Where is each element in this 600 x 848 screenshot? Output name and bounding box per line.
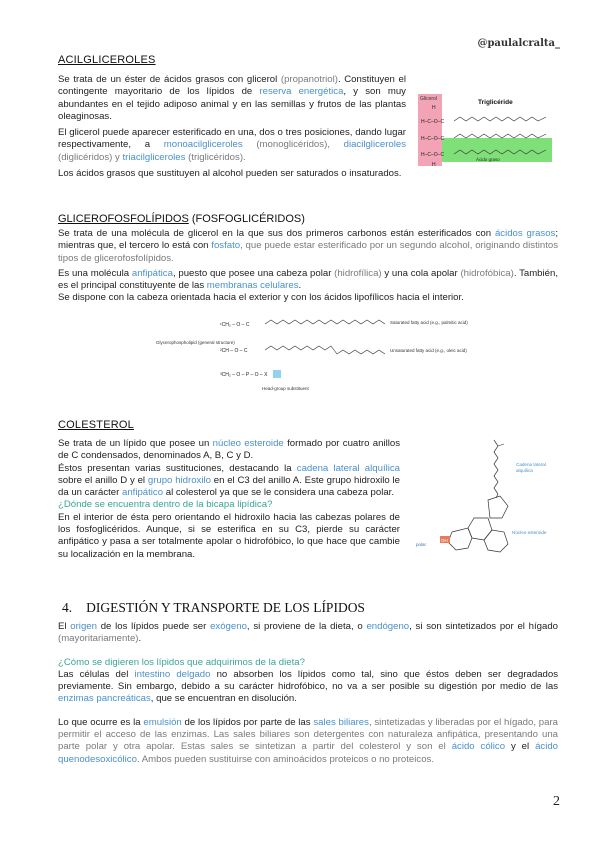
svg-text:H–C–O–C: H–C–O–C — [421, 152, 445, 158]
heading-acilgliceroles: ACILGLICEROLES — [58, 54, 156, 66]
acil-text — [58, 74, 406, 180]
colest-question: ¿Dónde se encuentra dentro de la bicapa lipídica? — [58, 499, 273, 511]
heading-colesterol: COLESTEROL — [58, 419, 134, 431]
general-structure-label: Glycerophospholipid (general structure) — [156, 340, 235, 345]
side-chain-label: Cadena lateral alquílica — [516, 462, 546, 473]
glicero-paragraph-3: Se dispone con la cabeza orientada hacia el exterior y con los ácidos lipofílicos hacia el interior. — [58, 292, 464, 304]
saturated-label: Saturated fatty acid (e.g., palmitic acid) — [390, 320, 468, 325]
digestion-question: ¿Cómo se digieren los lípidos que adquirimos de la dieta? — [58, 656, 305, 668]
fatty-acid-label: Ácido graso — [476, 157, 500, 162]
svg-text:H–C–O–C: H–C–O–C — [421, 119, 445, 125]
author-handle: @paulalcralta_ — [477, 38, 560, 49]
digestion-text — [58, 621, 558, 766]
polar-label: polar — [416, 542, 427, 547]
svg-text:¹CH₂ – O – C: ¹CH₂ – O – C — [220, 322, 250, 328]
glycerophospholipid-figure — [150, 314, 470, 398]
steroid-nucleus-label: Núcleo esteroide — [512, 530, 547, 535]
colest-paragraph-2: Éstos presentan varias sustituciones, destacando la cadena lateral alquílica sobre el anillo D y el grupo hidroxilo en el C3 del anillo A. Este grupo hidroxilo le da un carácter anfipático al colesterol ya que se le considera una cabeza polar. — [58, 462, 401, 499]
glicero-paragraph-2: Es una molécula anfipática, puesto que posee una cabeza polar (hidrofílica) y una cola apolar (hidrofóbica). También, es el principal constituyente de las membranas celulares. — [58, 267, 558, 292]
svg-text:³CH₂ – O – P – O – X: ³CH₂ – O – P – O – X — [220, 372, 268, 378]
page-number: 2 — [553, 794, 560, 809]
glycerol-label: Glicerol — [420, 96, 437, 102]
head-group-label: Head-group substituent — [262, 386, 309, 391]
digestion-paragraph-3: Lo que ocurre es la emulsión de los lípidos por parte de las sales biliares, sintetizadas y liberadas por el hígado, para permitir el acceso de las enzimas. Las sales biliares son detergentes con naturaleza anfipática, presentando una parte polar y otra apolar. Estas sales se sintetizan a partir del colesterol y son el ácido cólico y el ácido quenodesoxicólico. Ambos pueden sustituirse con aminoácidos proteicos o no proteicos. — [58, 716, 558, 765]
triglyceride-figure — [418, 92, 552, 168]
cholesterol-figure — [412, 434, 562, 564]
colest-paragraph-1: Se trata de un lípido que posee un núcleo esteroide formado por cuatro anillos de C condensados, denominados A, B, C y D. — [58, 438, 400, 462]
hydroxyl-label: OH — [441, 538, 448, 543]
heading-glicerofosfolipidos: GLICEROFOSFOLÍPIDOS (FOSFOGLICÉRIDOS) — [58, 213, 305, 225]
unsaturated-label: Unsaturated fatty acid (e.g., oleic acid) — [390, 348, 467, 353]
glicero-text — [58, 228, 558, 305]
section-heading: 4. DIGESTIÓN Y TRANSPORTE DE LOS LÍPIDOS — [62, 600, 365, 615]
svg-text:H–C–O–C: H–C–O–C — [421, 136, 445, 142]
digestion-paragraph-2: Las células del intestino delgado no absorben los lípidos como tal, sino que éstos deben ser degradados previamente. Sin embargo, debido a su carácter hidrofóbico, no va a ser posible su digestión por medio de las enzimas pancreáticas, que se encuentran en disolución. — [58, 668, 558, 705]
acil-paragraph-3: Los ácidos grasos que sustituyen al alcohol pueden ser saturados o insaturados. — [58, 168, 402, 180]
svg-text:²CH – O – C: ²CH – O – C — [220, 348, 248, 354]
digestion-paragraph-1: El origen de los lípidos puede ser exógeno, si proviene de la dieta, o endógeno, si son sintetizados por el hígado (mayoritariamente). — [58, 621, 558, 645]
glicero-paragraph-1: Se trata de una molécula de glicerol en la que sus dos primeros carbonos están esterificados con ácidos grasos; mientras que, el tercero lo está con fosfato, que puede estar esterificado por un segundo alcohol, originando distintos tipos de glicerofosfolípidos. — [58, 228, 559, 264]
svg-text:H: H — [432, 105, 436, 111]
acil-paragraph-1: Se trata de un éster de ácidos grasos con glicerol (propanotriol). Constituyen el contingente mayoritario de los lípidos de reserva energética, y son muy abundantes en el tejido adiposo animal y en las semillas y frutos de las plantas oleaginosas. — [58, 74, 406, 122]
triglyceride-title: Triglicéride — [478, 99, 513, 106]
acil-paragraph-2: El glicerol puede aparecer esterificado en una, dos o tres posiciones, dando lugar respectivamente, a monoacilgliceroles (monoglicéridos), diacilgliceroles (diglicéridos) y triacilgliceroles (triglicéridos). — [58, 127, 406, 163]
head-group-box — [273, 370, 281, 378]
colest-paragraph-3: En el interior de ésta pero orientando el hidroxilo hacia las cabezas polares de los fosfoglicéridos. Aunque, si se esterifica en su C3, pierde su carácter anfipático y pasa a ser totalmente apolar o hidrofóbico, lo que hace que cambie su localización en la membrana. — [58, 511, 400, 560]
svg-text:H: H — [432, 162, 436, 168]
colest-text — [58, 438, 400, 561]
